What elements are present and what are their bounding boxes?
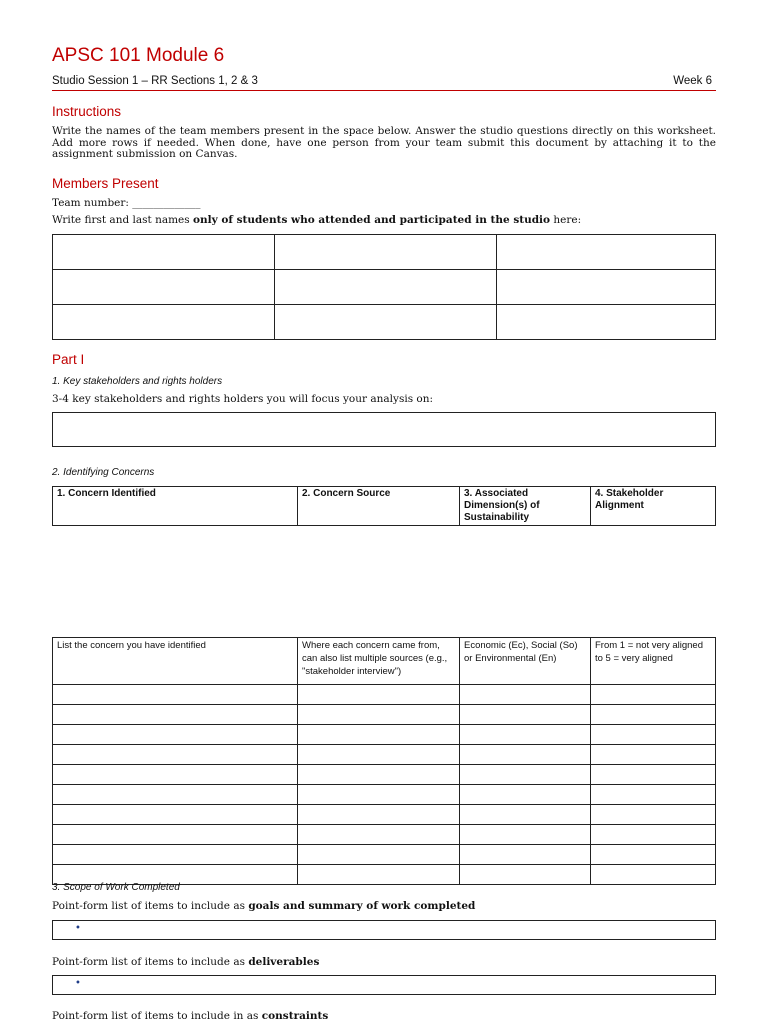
- table-cell[interactable]: [460, 865, 591, 885]
- table-row: [53, 705, 716, 725]
- deliverables-prefix: Point-form list of items to include as: [52, 956, 249, 968]
- table-cell[interactable]: [460, 745, 591, 765]
- instructions-heading: Instructions: [52, 104, 122, 119]
- table-row: [53, 805, 716, 825]
- question2-label: 2. Identifying Concerns: [52, 467, 155, 478]
- question3-label: 3. Scope of Work Completed: [52, 882, 180, 893]
- goals-emphasis: goals and summary of work completed: [248, 900, 476, 912]
- member-name-cell[interactable]: [53, 305, 275, 340]
- table-cell[interactable]: [591, 705, 716, 725]
- table-cell[interactable]: [298, 825, 460, 845]
- week-label: Week 6: [673, 75, 712, 87]
- table-row: [53, 745, 716, 765]
- table-cell[interactable]: [298, 725, 460, 745]
- deliverables-answer-box[interactable]: [52, 975, 716, 995]
- column-header: 1. Concern Identified: [53, 487, 298, 526]
- table-cell[interactable]: [591, 805, 716, 825]
- constraints-emphasis: constraints: [261, 1010, 329, 1022]
- bullet-icon: •: [75, 978, 81, 989]
- column-hint: Economic (Ec), Social (So) or Environmental (En): [460, 638, 591, 685]
- write-names-emphasis: only of students who attended and participated in the studio: [193, 214, 551, 226]
- table-cell[interactable]: [298, 865, 460, 885]
- table-row: [53, 785, 716, 805]
- table-cell[interactable]: [53, 785, 298, 805]
- column-hint: From 1 = not very aligned to 5 = very aligned: [591, 638, 716, 685]
- write-names-suffix: here:: [550, 214, 582, 226]
- member-name-cell[interactable]: [53, 235, 275, 270]
- member-name-cell[interactable]: [497, 305, 716, 340]
- table-cell[interactable]: [460, 705, 591, 725]
- bullet-icon: •: [75, 923, 81, 934]
- goals-prefix: Point-form list of items to include as: [52, 900, 249, 912]
- table-cell[interactable]: [298, 845, 460, 865]
- table-cell[interactable]: [298, 805, 460, 825]
- table-cell[interactable]: [53, 825, 298, 845]
- question1-text: 3-4 key stakeholders and rights holders you will focus your analysis on:: [52, 393, 434, 405]
- document-title: APSC 101 Module 6: [52, 45, 225, 66]
- member-name-cell[interactable]: [53, 270, 275, 305]
- header-rule: [52, 90, 716, 91]
- document-subtitle: Studio Session 1 – RR Sections 1, 2 & 3: [52, 75, 258, 87]
- table-cell[interactable]: [53, 745, 298, 765]
- write-names-instruction: [52, 214, 581, 226]
- concerns-header-row: [53, 487, 716, 526]
- member-name-cell[interactable]: [275, 305, 497, 340]
- table-cell[interactable]: [591, 725, 716, 745]
- table-cell[interactable]: [460, 805, 591, 825]
- table-cell[interactable]: [591, 785, 716, 805]
- table-cell[interactable]: [298, 785, 460, 805]
- table-cell[interactable]: [53, 805, 298, 825]
- table-cell[interactable]: [460, 785, 591, 805]
- table-cell[interactable]: [460, 725, 591, 745]
- table-cell[interactable]: [591, 865, 716, 885]
- constraints-prefix: Point-form list of items to include in as: [52, 1010, 262, 1022]
- column-header: 3. Associated Dimension(s) of Sustainability: [460, 487, 591, 526]
- table-cell[interactable]: [591, 685, 716, 705]
- deliverables-instruction: [52, 956, 319, 968]
- members-row: [53, 235, 716, 270]
- table-cell[interactable]: [591, 765, 716, 785]
- table-row: [53, 825, 716, 845]
- table-cell[interactable]: [298, 685, 460, 705]
- table-row: [53, 765, 716, 785]
- table-cell[interactable]: [298, 765, 460, 785]
- member-name-cell[interactable]: [497, 235, 716, 270]
- goals-instruction: [52, 900, 475, 912]
- table-cell[interactable]: [591, 845, 716, 865]
- table-cell[interactable]: [53, 705, 298, 725]
- table-cell[interactable]: [53, 765, 298, 785]
- concerns-table: [52, 637, 716, 885]
- deliverables-emphasis: deliverables: [248, 956, 320, 968]
- table-cell[interactable]: [460, 685, 591, 705]
- stakeholders-answer-box[interactable]: [52, 412, 716, 447]
- table-cell[interactable]: [53, 845, 298, 865]
- table-cell[interactable]: [460, 845, 591, 865]
- table-cell[interactable]: [53, 725, 298, 745]
- table-row: [53, 845, 716, 865]
- column-hint: List the concern you have identified: [53, 638, 298, 685]
- table-cell[interactable]: [298, 705, 460, 725]
- member-name-cell[interactable]: [497, 270, 716, 305]
- table-cell[interactable]: [460, 825, 591, 845]
- write-names-prefix: Write first and last names: [52, 214, 194, 226]
- constraints-instruction: [52, 1010, 328, 1022]
- members-row: [53, 270, 716, 305]
- table-cell[interactable]: [298, 745, 460, 765]
- column-header: 2. Concern Source: [298, 487, 460, 526]
- members-row: [53, 305, 716, 340]
- member-name-cell[interactable]: [275, 235, 497, 270]
- concerns-header-table: [52, 486, 716, 526]
- column-hint: Where each concern came from, can also list multiple sources (e.g., "stakeholder interview"): [298, 638, 460, 685]
- concerns-hint-row: [53, 638, 716, 685]
- table-row: [53, 725, 716, 745]
- part1-heading: Part I: [52, 352, 85, 367]
- instructions-body: Write the names of the team members present in the space below. Answer the studio questions directly on this worksheet. Add more rows if needed. When done, have one person from your team submit this document by attaching it to the assignment submission on Canvas.: [52, 125, 716, 160]
- table-cell[interactable]: [460, 765, 591, 785]
- goals-answer-box[interactable]: [52, 920, 716, 940]
- column-header: 4. Stakeholder Alignment: [591, 487, 716, 526]
- member-name-cell[interactable]: [275, 270, 497, 305]
- members-table: [52, 234, 716, 340]
- team-number-label: Team number: _____________: [52, 197, 201, 209]
- table-cell[interactable]: [53, 685, 298, 705]
- table-cell[interactable]: [591, 745, 716, 765]
- members-heading: Members Present: [52, 176, 159, 191]
- table-row: [53, 685, 716, 705]
- table-cell[interactable]: [591, 825, 716, 845]
- question1-label: 1. Key stakeholders and rights holders: [52, 376, 223, 387]
